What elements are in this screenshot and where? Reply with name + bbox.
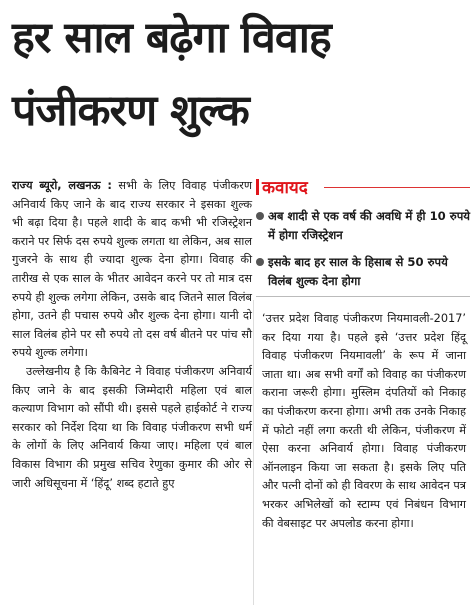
box-divider: [256, 296, 470, 297]
article-left-column: [12, 177, 252, 493]
article-paragraph-1: [12, 177, 252, 363]
bullet-dot-icon: [256, 258, 264, 266]
highlight-box: [256, 173, 470, 288]
article-paragraph-3: ‘उत्तर प्रदेश विवाह पंजीकरण नियमावली-2017’ कर दिया गया है। पहले इसे ‘उत्तर प्रदेश हिंदू विवाह पंजीकरण नियमावली’ के रूप में जाना जाता था। अब सभी वर्गों को विवाह का पंजीकरण कराना जरूरी होगा। मुस्लिम दंपतियों को निकाह का पंजीकरण करना होगा। अभी तक उनके निकाह में फोटो नहीं लगा करती थी लेकिन, पंजीकरण में ऐसा करना अनिवार्य होगा। विवाह पंजीकरण ऑनलाइन किया जा सकता है। इसके लिए पति और पत्नी दोनों को ही विवरण के साथ आवेदन पत्र भरकर अभिलेखों को स्टाम्प एवं निबंधन विभाग की वेबसाइट पर अपलोड करना होगा।: [262, 312, 466, 530]
bullet-1-text: अब शादी से एक वर्ष की अवधि में ही 10 रुपये में होगा रजिस्ट्रेशन: [268, 209, 470, 242]
byline: राज्य ब्यूरो, लखनऊ :: [12, 179, 112, 192]
headline-line-1: हर साल बढ़ेगा विवाह: [12, 13, 331, 63]
paragraph-1-text: सभी के लिए विवाह पंजीकरण अनिवार्य किए जाने के बाद राज्य सरकार ने इसका शुल्क भी बढ़ा दिया है। पहले शादी के बाद कभी भी रजिस्ट्रेशन कराने पर सिर्फ दस रुपये शुल्क लगता था लेकिन, अब साल गुजरने के साथ ही ज्यादा शुल्क देना होगा। विवाह की तारीख से एक साल के भीतर आवेदन करने पर तो मात्र दस रुपये ही शुल्क लगेगा लेकिन, उसके बाद जितने साल विलंब होगा, उतने ही पचास रुपये और शुल्क देना होगा। यानी दो साल विलंब होने पर सौ रुपये तो दस वर्ष बीतने पर पांच सौ रुपये शुल्क लगेगा।: [12, 179, 253, 360]
bullet-dot-icon: [256, 212, 264, 220]
highlight-bullet-2: [256, 253, 470, 291]
bullet-2-text: इसके बाद हर साल के हिसाब से 50 रुपये विलंब शुल्क देना होगा: [268, 255, 448, 288]
box-title: कवायद: [262, 178, 308, 198]
headline-line-2: पंजीकरण शुल्क: [12, 86, 249, 136]
highlight-bullet-1: [256, 207, 470, 245]
article-right-column: [262, 310, 466, 533]
article-paragraph-2: उल्लेखनीय है कि कैबिनेट ने विवाह पंजीकरण अनिवार्य किए जाने के बाद इसकी जिम्मेदारी महिला एवं बाल कल्याण विभाग को सौंपी थी। इससे पहले हाईकोर्ट ने राज्य सरकार को निर्देश दिया था कि विवाह पंजीकरण सभी धर्म के लोगों के लिए अनिवार्य किया जाए। महिला एवं बाल विकास विभाग की प्रमुख सचिव रेणुका कुमार की ओर से जारी अधिसूचना में ‘हिंदू’ शब्द हटाते हुए: [12, 364, 252, 490]
box-title-rule: [324, 187, 470, 188]
column-divider: [253, 300, 254, 605]
box-accent-bar: [256, 179, 259, 195]
